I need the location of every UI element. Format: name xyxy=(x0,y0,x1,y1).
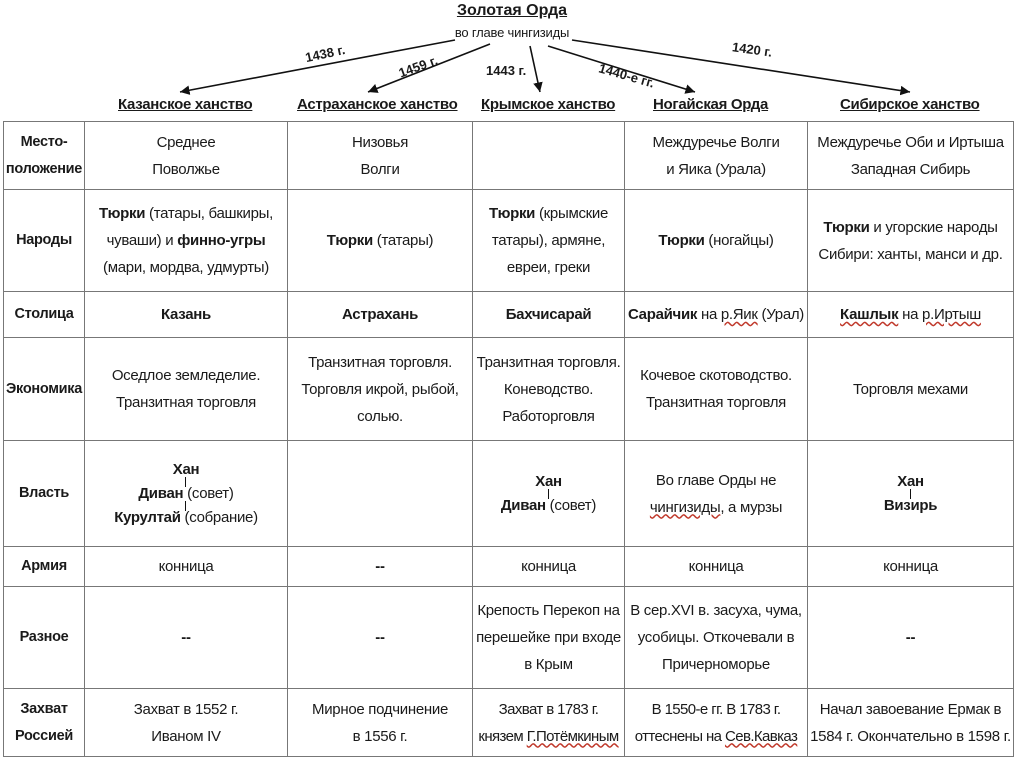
cell-location-siberia: Междуречье Оби и Иртыша Западная Сибирь xyxy=(808,122,1014,190)
date-astrakhan: 1459 г. xyxy=(396,52,440,81)
row-header-economy: Экономика xyxy=(4,338,85,441)
cell-location-astrakhan: Низовья Волги xyxy=(288,122,473,190)
cell-power-crimea: Хан Диван (совет) xyxy=(473,441,625,547)
khanate-astrakhan: Астраханское ханство xyxy=(297,96,458,113)
cell-misc-nogai: В сер.XVI в. засуха, чума, усобицы. Откочевали в Причерноморье xyxy=(625,587,808,689)
khanates-table xyxy=(3,121,1014,757)
cell-army-siberia: конница xyxy=(808,547,1014,587)
khanate-nogai: Ногайская Орда xyxy=(653,96,769,113)
row-header-conquest: Захват Россией xyxy=(4,689,85,757)
row-header-location: Место- положение xyxy=(4,122,85,190)
golden-horde-subtitle: во главе чингизиды xyxy=(454,25,570,40)
table-row xyxy=(4,587,1014,689)
khanate-kazan: Казанское ханство xyxy=(118,96,253,113)
cell-army-kazan: конница xyxy=(85,547,288,587)
cell-misc-astrakhan: -- xyxy=(288,587,473,689)
cell-army-crimea: конница xyxy=(473,547,625,587)
khanate-crimea: Крымское ханство xyxy=(481,96,616,113)
horde-diagram xyxy=(0,0,1024,120)
khanate-siberia: Сибирское ханство xyxy=(840,96,980,113)
cell-power-nogai: Во главе Орды не чингизиды, а мурзы xyxy=(625,441,808,547)
cell-capital-crimea: Бахчисарай xyxy=(473,292,625,338)
cell-location-kazan: Среднее Поволжье xyxy=(85,122,288,190)
golden-horde-title: Золотая Орда xyxy=(456,2,568,19)
date-siberia: 1420 г. xyxy=(731,39,774,60)
cell-conquest-kazan: Захват в 1552 г. Иваном IV xyxy=(85,689,288,757)
cell-capital-kazan: Казань xyxy=(85,292,288,338)
cell-capital-nogai: Сарайчик на р.Яик (Урал) xyxy=(625,292,808,338)
cell-economy-crimea: Транзитная торговля. Коневодство. Работорговля xyxy=(473,338,625,441)
cell-conquest-crimea: Захват в 1783 г. князем Г.Потёмкиным xyxy=(473,689,625,757)
table-row xyxy=(4,689,1014,757)
arrow-crimea xyxy=(530,46,540,92)
cell-army-nogai: конница xyxy=(625,547,808,587)
cell-peoples-astrakhan: Тюрки (татары) xyxy=(288,190,473,292)
cell-power-kazan: Хан Диван (совет) Курултай (собрание) xyxy=(85,441,288,547)
cell-economy-nogai: Кочевое скотоводство. Транзитная торговля xyxy=(625,338,808,441)
row-header-army: Армия xyxy=(4,547,85,587)
date-crimea: 1443 г. xyxy=(486,63,527,78)
date-nogai: 1440-е гг. xyxy=(597,60,657,91)
cell-power-astrakhan xyxy=(288,441,473,547)
cell-conquest-nogai: В 1550-е гг. В 1783 г. оттеснены на Сев.Кавказ xyxy=(625,689,808,757)
cell-location-crimea xyxy=(473,122,625,190)
cell-economy-astrakhan: Транзитная торговля. Торговля икрой, рыбой, солью. xyxy=(288,338,473,441)
cell-capital-siberia: Кашлык на р.Иртыш xyxy=(808,292,1014,338)
cell-power-siberia: Хан Визирь xyxy=(808,441,1014,547)
cell-capital-astrakhan: Астрахань xyxy=(288,292,473,338)
cell-peoples-kazan: Тюрки (татары, башкиры, чуваши) и финно-угры (мари, мордва, удмурты) xyxy=(85,190,288,292)
row-header-misc: Разное xyxy=(4,587,85,689)
row-header-capital: Столица xyxy=(4,292,85,338)
cell-conquest-siberia: Начал завоевание Ермак в 1584 г. Окончательно в 1598 г. xyxy=(808,689,1014,757)
table-row xyxy=(4,122,1014,190)
cell-location-nogai: Междуречье Волги и Яика (Урала) xyxy=(625,122,808,190)
cell-peoples-nogai: Тюрки (ногайцы) xyxy=(625,190,808,292)
cell-army-astrakhan: -- xyxy=(288,547,473,587)
cell-misc-crimea: Крепость Перекоп на перешейке при входе в Крым xyxy=(473,587,625,689)
row-header-peoples: Народы xyxy=(4,190,85,292)
cell-misc-siberia: -- xyxy=(808,587,1014,689)
date-kazan: 1438 г. xyxy=(303,41,347,66)
table-row xyxy=(4,292,1014,338)
cell-peoples-crimea: Тюрки (крымские татары), армяне, евреи, греки xyxy=(473,190,625,292)
table-row xyxy=(4,190,1014,292)
cell-misc-kazan: -- xyxy=(85,587,288,689)
cell-economy-siberia: Торговля мехами xyxy=(808,338,1014,441)
row-header-power: Власть xyxy=(4,441,85,547)
cell-conquest-astrakhan: Мирное подчинение в 1556 г. xyxy=(288,689,473,757)
table-row xyxy=(4,547,1014,587)
table-row xyxy=(4,338,1014,441)
cell-economy-kazan: Оседлое земледелие. Транзитная торговля xyxy=(85,338,288,441)
cell-peoples-siberia: Тюрки и угорские народы Сибири: ханты, манси и др. xyxy=(808,190,1014,292)
table-row xyxy=(4,441,1014,547)
